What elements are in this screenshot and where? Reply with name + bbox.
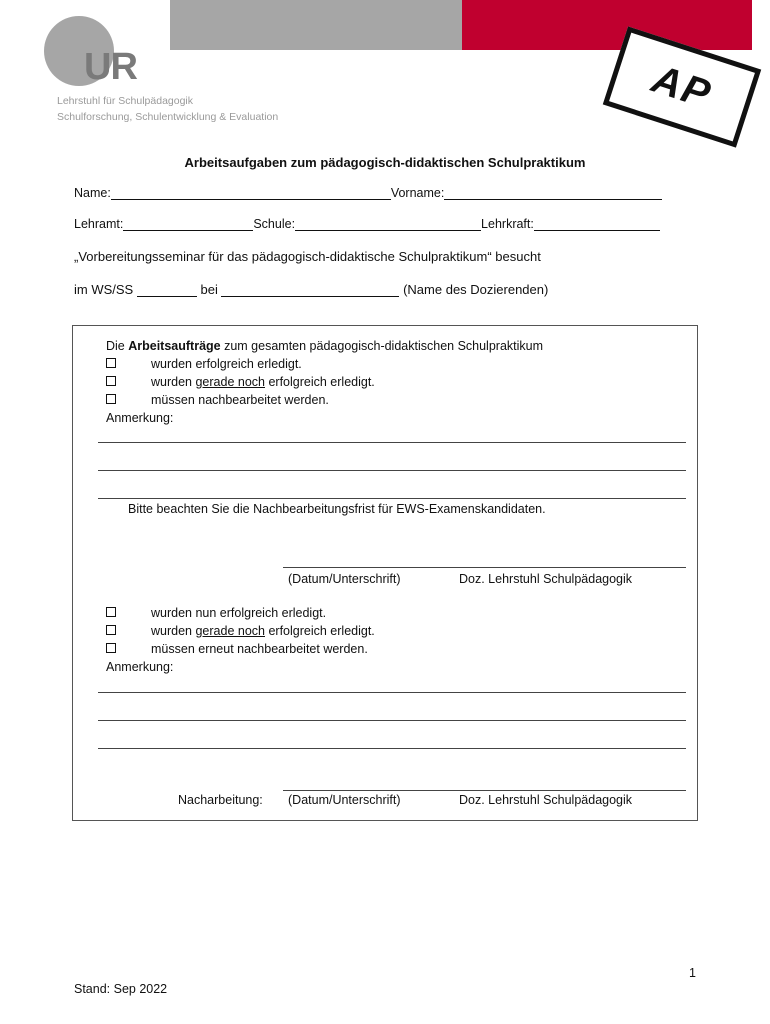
- vorname-field[interactable]: [444, 187, 662, 200]
- dozent-field[interactable]: [221, 284, 399, 297]
- lehrkraft-label: Lehrkraft:: [481, 217, 534, 231]
- name-label: Name:: [74, 186, 111, 200]
- checkbox[interactable]: [106, 625, 116, 635]
- semester-row: [74, 282, 548, 297]
- name-field[interactable]: [111, 187, 391, 200]
- schule-field[interactable]: [295, 218, 481, 231]
- remark-line[interactable]: [98, 748, 686, 749]
- name-row: [74, 186, 662, 200]
- seminar-line: „Vorbereitungsseminar für das pädagogisch-didaktische Schulpraktikum“ besucht: [74, 249, 541, 264]
- intro-post: zum gesamten pädagogisch-didaktischen Schulpraktikum: [220, 339, 544, 353]
- checkbox[interactable]: [106, 394, 116, 404]
- checkbox[interactable]: [106, 643, 116, 653]
- checkbox[interactable]: [106, 376, 116, 386]
- remark-line[interactable]: [98, 692, 686, 693]
- option-label: wurden gerade noch erfolgreich erledigt.: [151, 624, 375, 638]
- stand-date: Stand: Sep 2022: [74, 982, 168, 996]
- remark-line[interactable]: [98, 498, 686, 499]
- header-bar-gray: [170, 0, 462, 50]
- remark-line[interactable]: [98, 470, 686, 471]
- option-label: wurden nun erfolgreich erledigt.: [151, 606, 327, 620]
- option-1-1: [106, 357, 302, 371]
- document-title: Arbeitsaufgaben zum pädagogisch-didaktischen Schulpraktikum: [184, 155, 586, 170]
- lehrkraft-field[interactable]: [534, 218, 660, 231]
- vorname-label: Vorname:: [390, 186, 445, 200]
- checkbox[interactable]: [106, 358, 116, 368]
- remark-line[interactable]: [98, 442, 686, 443]
- remark-label: Anmerkung:: [106, 411, 174, 425]
- intro-bold: Arbeitsaufträge: [128, 339, 221, 353]
- deadline-note: Bitte beachten Sie die Nachbearbeitungsfrist für EWS-Examenskandidaten.: [128, 502, 546, 516]
- option-2-1: [106, 606, 327, 620]
- signature-doz-label: Doz. Lehrstuhl Schulpädagogik: [459, 572, 633, 586]
- signature-date-label-2: (Datum/Unterschrift): [288, 793, 401, 807]
- semester-field[interactable]: [137, 284, 197, 297]
- bei-label: bei: [200, 282, 218, 297]
- page-number: 1: [689, 966, 696, 980]
- option-2-2: [106, 624, 375, 638]
- chair-line-1: Lehrstuhl für Schulpädagogik: [57, 95, 194, 107]
- header-bar-red: [462, 0, 752, 50]
- option-2-3: [106, 642, 368, 656]
- intro-pre: Die: [106, 339, 129, 353]
- schule-label: Schule:: [253, 217, 296, 231]
- option-1-2: [106, 375, 375, 389]
- option-label: müssen nachbearbeitet werden.: [151, 393, 329, 407]
- semester-label: im WS/SS: [74, 282, 134, 297]
- signature-date-label: (Datum/Unterschrift): [288, 572, 401, 586]
- box-intro: [106, 339, 543, 353]
- signature-doz-label-2: Doz. Lehrstuhl Schulpädagogik: [459, 793, 633, 807]
- option-label: müssen erneut nachbearbeitet werden.: [151, 642, 368, 656]
- remark-line[interactable]: [98, 720, 686, 721]
- remark-label-2: Anmerkung:: [106, 660, 174, 674]
- option-label: wurden gerade noch erfolgreich erledigt.: [151, 375, 375, 389]
- chair-line-2: Schulforschung, Schulentwicklung & Evaluation: [57, 111, 279, 123]
- lehramt-label: Lehramt:: [74, 217, 124, 231]
- signature-line[interactable]: [283, 790, 686, 791]
- dozent-label: (Name des Dozierenden): [403, 282, 549, 297]
- option-1-3: [106, 393, 329, 407]
- stamp-text: AP: [647, 56, 718, 117]
- nacharbeitung-label: Nacharbeitung:: [178, 793, 263, 807]
- lehramt-field[interactable]: [123, 218, 253, 231]
- checkbox[interactable]: [106, 607, 116, 617]
- lehramt-row: [74, 217, 660, 231]
- logo-text: UR: [84, 46, 137, 88]
- option-label: wurden erfolgreich erledigt.: [151, 357, 302, 371]
- signature-line[interactable]: [283, 567, 686, 568]
